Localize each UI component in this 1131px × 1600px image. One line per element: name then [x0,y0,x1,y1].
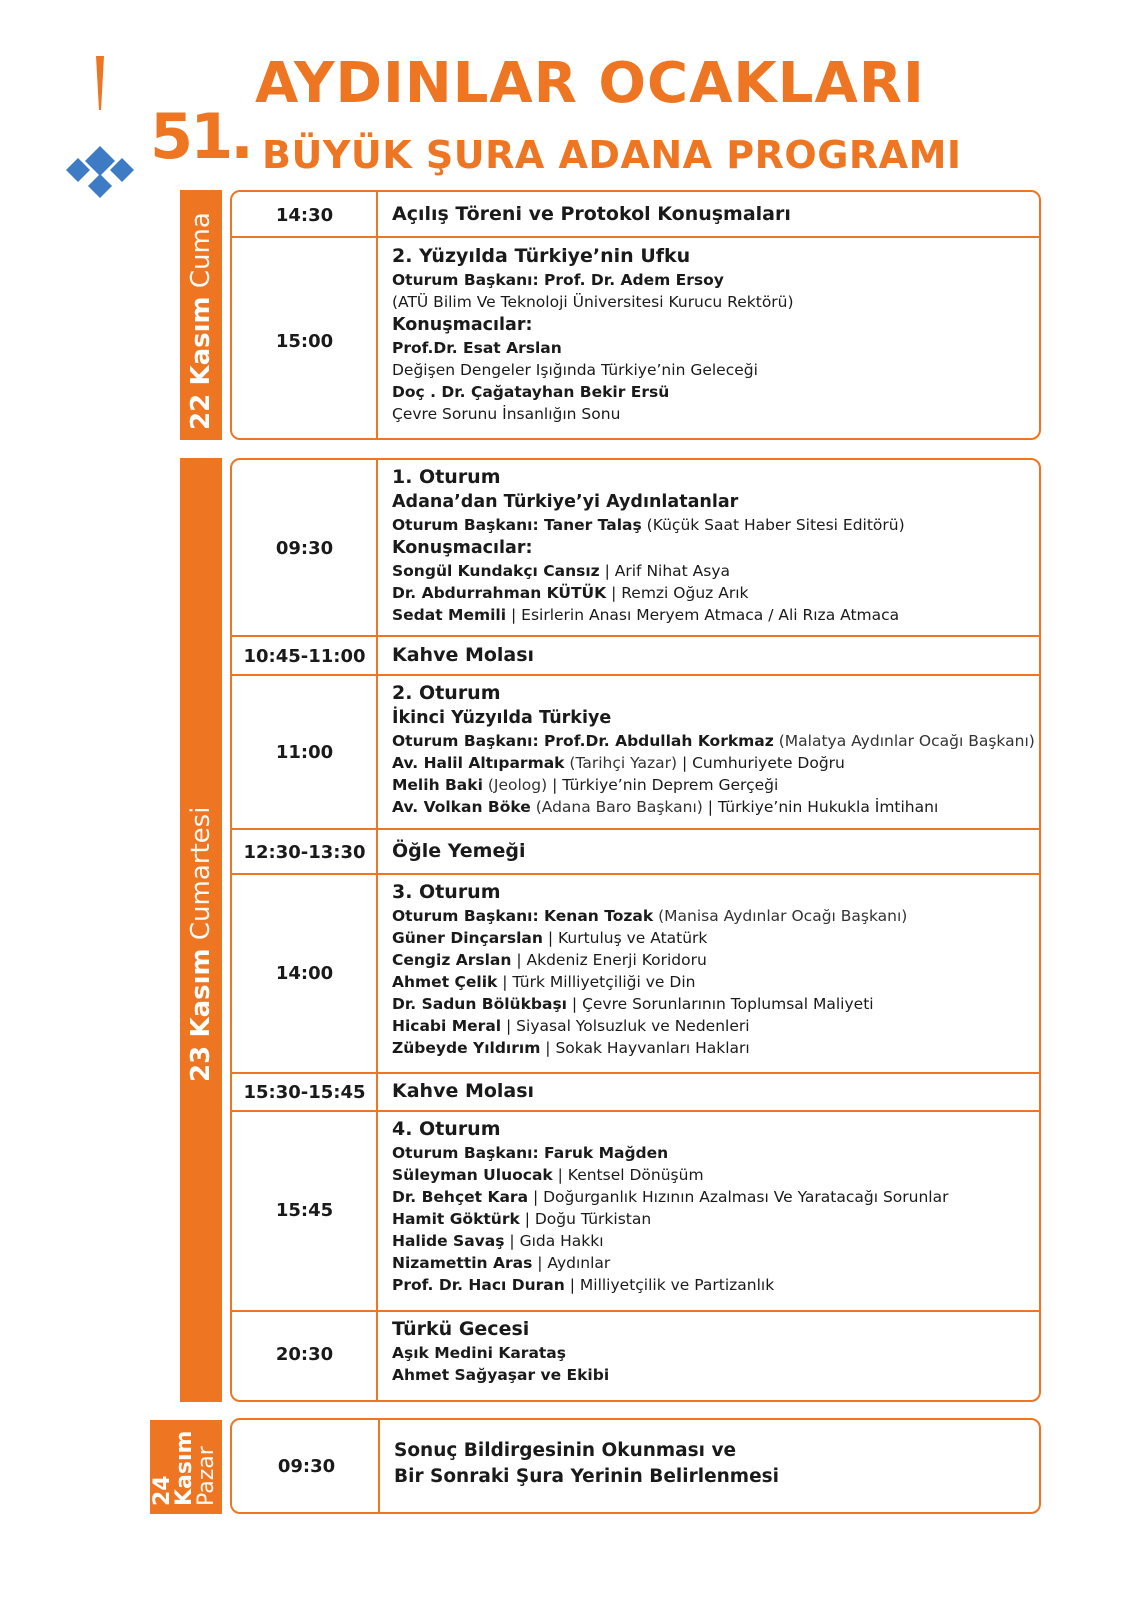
time-cell: 15:45 [275,1200,334,1221]
session-block [394,1438,779,1490]
speaker-topic: | Gıda Hakkı [509,1232,604,1250]
session-title: 2. Yüzyılda Türkiye’nin Ufku [392,245,691,267]
speaker-name: Av. Volkan Böke [392,798,531,816]
session-title: Türkü Gecesi [392,1318,530,1340]
session-title: 1. Oturum [392,466,501,488]
time-cell: 09:30 [277,1456,336,1477]
chair-note: (ATÜ Bilim Ve Teknoloji Üniversitesi Kurucu Rektörü) [392,293,794,311]
speaker-topic: | Doğurganlık Hızının Azalması Ve Yaratacağı Sorunlar [532,1188,949,1206]
speaker-name: Av. Halil Altıparmak [392,754,565,772]
speaker-topic: | Türk Milliyetçiliği ve Din [502,973,696,991]
session-block [392,880,907,1059]
edition-number: 51. [150,100,251,173]
title-line-2: BÜYÜK ŞURA ADANA PROGRAMI [262,133,962,177]
time-cell: 09:30 [275,538,334,559]
speaker-name: Ahmet Çelik [392,973,498,991]
speaker-name: Zübeyde Yıldırım [392,1039,541,1057]
speaker-name: Dr. Sadun Bölükbaşı [392,995,567,1013]
chair-note: (Malatya Aydınlar Ocağı Başkanı) [778,732,1035,750]
speaker-topic: | Esirlerin Anası Meryem Atmaca / Ali Rıza Atmaca [511,606,900,624]
speaker-topic: Çevre Sorunu İnsanlığın Sonu [392,405,621,423]
session-title-line-1: Sonuç Bildirgesinin Okunması ve [394,1440,737,1461]
aydinlar-ocaklari-logo-icon [60,50,150,200]
speaker-name: Halide Savaş [392,1232,505,1250]
speakers-label: Konuşmacılar: [392,315,533,335]
session-block [392,465,905,626]
day-label-23: 23 Kasım Cumartesi [186,806,216,1082]
speaker-topic: | Cumhuriyete Doğru [681,754,845,772]
time-cell: 11:00 [275,742,334,763]
session-title: 2. Oturum [392,682,501,704]
chair-note: (Manisa Aydınlar Ocağı Başkanı) [658,907,908,925]
speaker-topic: | Çevre Sorunlarının Toplumsal Maliyeti [571,995,874,1013]
session-chair: Oturum Başkanı: Prof. Dr. Adem Ersoy [392,271,724,289]
speaker-name: Cengiz Arslan [392,951,512,969]
session-chair: Oturum Başkanı: Faruk Mağden [392,1144,669,1162]
speaker-name: Sedat Memili [392,606,507,624]
speaker-name: Dr. Abdurrahman KÜTÜK [392,584,607,602]
speaker-name: Hicabi Meral [392,1017,502,1035]
time-cell: 14:00 [275,963,334,984]
speaker-topic: | Kurtuluş ve Atatürk [547,929,708,947]
speaker-topic: | Sokak Hayvanları Hakları [545,1039,750,1057]
performer: Aşık Medini Karataş [392,1344,566,1362]
session-title: Açılış Töreni ve Protokol Konuşmaları [392,203,791,225]
speaker-name: Dr. Behçet Kara [392,1188,529,1206]
session-subtitle: İkinci Yüzyılda Türkiye [392,708,612,728]
title-line-1: AYDINLAR OCAKLARI [255,51,925,116]
speaker-name: Doç . Dr. Çağatayhan Bekir Ersü [392,383,670,401]
session-subtitle: Adana’dan Türkiye’yi Aydınlatanlar [392,492,739,512]
session-block [392,244,794,425]
speaker-topic: | Siyasal Yolsuzluk ve Nedenleri [506,1017,750,1035]
session-chair: Oturum Başkanı: Prof.Dr. Abdullah Korkmaz [392,732,774,750]
speaker-topic: | Türkiye’nin Hukukla İmtihanı [707,798,939,816]
speaker-note: (Jeolog) [487,776,548,794]
speaker-name: Melih Baki [392,776,483,794]
time-cell: 15:30-15:45 [243,1082,366,1103]
speakers-label: Konuşmacılar: [392,538,533,558]
speaker-name: Prof.Dr. Esat Arslan [392,339,562,357]
performer: Ahmet Sağyaşar ve Ekibi [392,1366,610,1384]
speaker-name: Prof. Dr. Hacı Duran [392,1276,565,1294]
break-title: Kahve Molası [392,1080,535,1102]
session-title-line-2: Bir Sonraki Şura Yerinin Belirlenmesi [394,1466,779,1487]
break-title: Öğle Yemeği [392,840,526,862]
session-chair: Oturum Başkanı: Taner Talaş [392,516,642,534]
speaker-topic: | Aydınlar [537,1254,611,1272]
speaker-topic: | Kentsel Dönüşüm [557,1166,704,1184]
session-block [392,681,1035,818]
speaker-topic: | Arif Nihat Asya [604,562,731,580]
speaker-topic: | Doğu Türkistan [524,1210,652,1228]
time-cell: 15:00 [275,331,334,352]
chair-note: (Küçük Saat Haber Sitesi Editörü) [646,516,905,534]
speaker-name: Nizamettin Aras [392,1254,533,1272]
session-block [392,1317,609,1386]
day-label-22: 22 Kasım Cuma [186,212,216,430]
day-label-24: 24 Kasım Pazar [150,1430,219,1506]
speaker-note: (Tarihçi Yazar) [569,754,678,772]
speaker-topic: Değişen Dengeler Işığında Türkiye’nin Geleceği [392,361,758,379]
speaker-topic: | Remzi Oğuz Arık [611,584,749,602]
speaker-name: Güner Dinçarslan [392,929,543,947]
session-title: 4. Oturum [392,1118,501,1140]
time-cell: 14:30 [275,205,334,226]
session-chair: Oturum Başkanı: Kenan Tozak [392,907,654,925]
session-block [392,1117,948,1296]
break-title: Kahve Molası [392,644,535,666]
time-cell: 20:30 [275,1344,334,1365]
speaker-name: Songül Kundakçı Cansız [392,562,600,580]
time-cell: 10:45-11:00 [243,646,366,667]
session-title: 3. Oturum [392,881,501,903]
speaker-note: (Adana Baro Başkanı) [535,798,703,816]
speaker-topic: | Türkiye’nin Deprem Gerçeği [552,776,779,794]
speaker-name: Süleyman Uluocak [392,1166,553,1184]
speaker-topic: | Milliyetçilik ve Partizanlık [569,1276,775,1294]
speaker-topic: | Akdeniz Enerji Koridoru [516,951,707,969]
speaker-name: Hamit Göktürk [392,1210,520,1228]
time-cell: 12:30-13:30 [243,842,366,863]
